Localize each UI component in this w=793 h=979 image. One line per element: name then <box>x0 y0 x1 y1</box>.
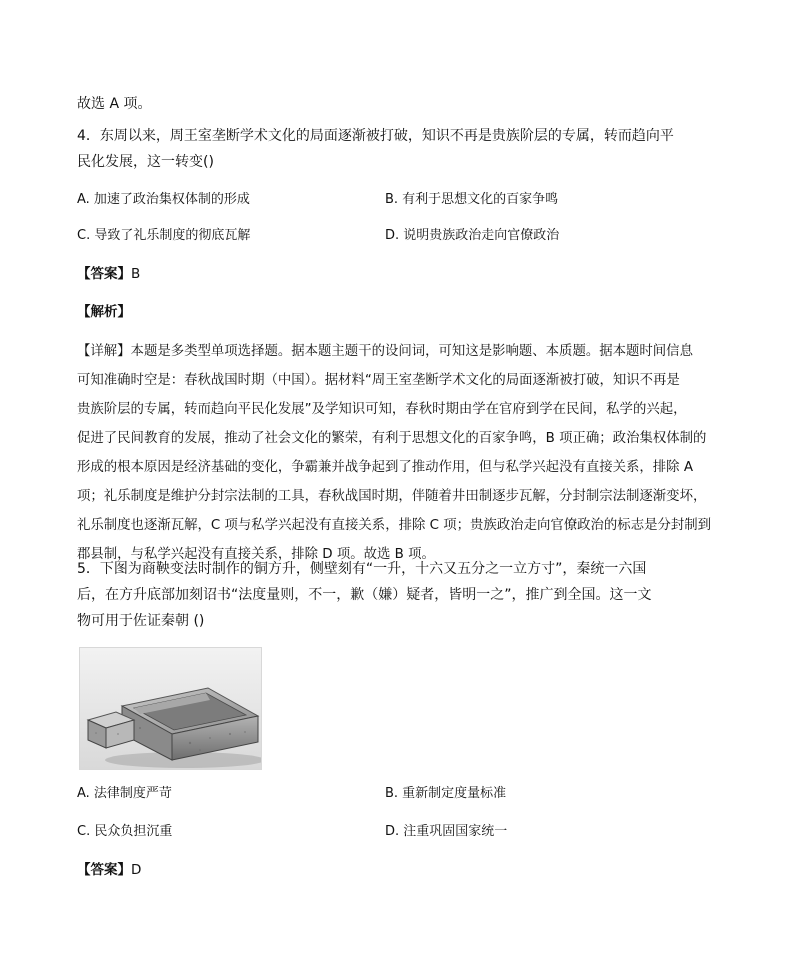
question-4-detailed-explanation <box>77 337 723 569</box>
explanation-line: 形成的根本原因是经济基础的变化，争霸兼并战争起到了推动作用，但与私学兴起没有直接关系，排除 A <box>77 460 693 475</box>
explanation-line: 可知准确时空是：春秋战国时期（中国）。据材料“周王室垄断学术文化的局面逐渐被打破，知识不再是 <box>77 373 680 388</box>
question-4-option-d: D. 说明贵族政治走向官僚政治 <box>385 228 560 243</box>
question-5-option-d: D. 注重巩固国家统一 <box>385 824 508 839</box>
answer-label: 【答案】 <box>77 862 131 878</box>
question-4-option-b: B. 有利于思想文化的百家争鸣 <box>385 192 559 207</box>
question-4-option-c: C. 导致了礼乐制度的彻底瓦解 <box>77 228 251 243</box>
question-5-stem-line1: 5．下图为商鞅变法时制作的铜方升，侧壁刻有“一升，十六又五分之一立方寸”，秦统一六国 <box>77 561 647 577</box>
answer-value: B <box>131 266 141 282</box>
question-5-stem-line3: 物可用于佐证秦朝 () <box>77 613 205 629</box>
explanation-line: 贵族阶层的专属，转而趋向平民化发展”及学知识可知，春秋时期由学在官府到学在民间，私学的兴起， <box>77 402 687 417</box>
question-5-answer <box>77 860 141 880</box>
bronze-measure-photo <box>79 647 262 770</box>
explanation-line: 促进了民间教育的发展，推动了社会文化的繁荣，有利于思想文化的百家争鸣，B 项正确；政治集权体制的 <box>77 431 707 446</box>
question-4-analysis-label <box>77 302 131 322</box>
question-5-option-a: A. 法律制度严苛 <box>77 786 172 801</box>
explanation-line: 【详解】本题是多类型单项选择题。据本题主题干的设问词，可知这是影响题、本质题。据本题时间信息 <box>77 344 693 359</box>
question-5-stem-line2: 后，在方升底部加刻诏书“法度量则，不一，歉（嫌）疑者，皆明一之”，推广到全国。这一文 <box>77 587 652 603</box>
analysis-label: 【解析】 <box>77 304 131 320</box>
explanation-line: 郡县制，与私学兴起没有直接关系，排除 D 项。故选 B 项。 <box>77 547 435 562</box>
answer-value: D <box>131 862 142 878</box>
previous-answer-conclusion: 故选 A 项。 <box>77 96 152 112</box>
question-4-option-a: A. 加速了政治集权体制的形成 <box>77 192 250 207</box>
explanation-line: 礼乐制度也逐渐瓦解，C 项与私学兴起没有直接关系，排除 C 项；贵族政治走向官僚政治的标志是分封制到 <box>77 518 712 533</box>
question-4-answer <box>77 264 140 284</box>
answer-label: 【答案】 <box>77 266 131 282</box>
question-4-stem-line2: 民化发展，这一转变() <box>77 154 214 170</box>
question-5-option-c: C. 民众负担沉重 <box>77 824 173 839</box>
question-4-stem-line1: 4．东周以来，周王室垄断学术文化的局面逐渐被打破，知识不再是贵族阶层的专属，转而趋向平 <box>77 128 674 144</box>
question-5-option-b: B. 重新制定度量标准 <box>385 786 507 801</box>
explanation-line: 项；礼乐制度是维护分封宗法制的工具，春秋战国时期，伴随着井田制逐步瓦解，分封制宗法制逐渐变坏， <box>77 489 707 504</box>
